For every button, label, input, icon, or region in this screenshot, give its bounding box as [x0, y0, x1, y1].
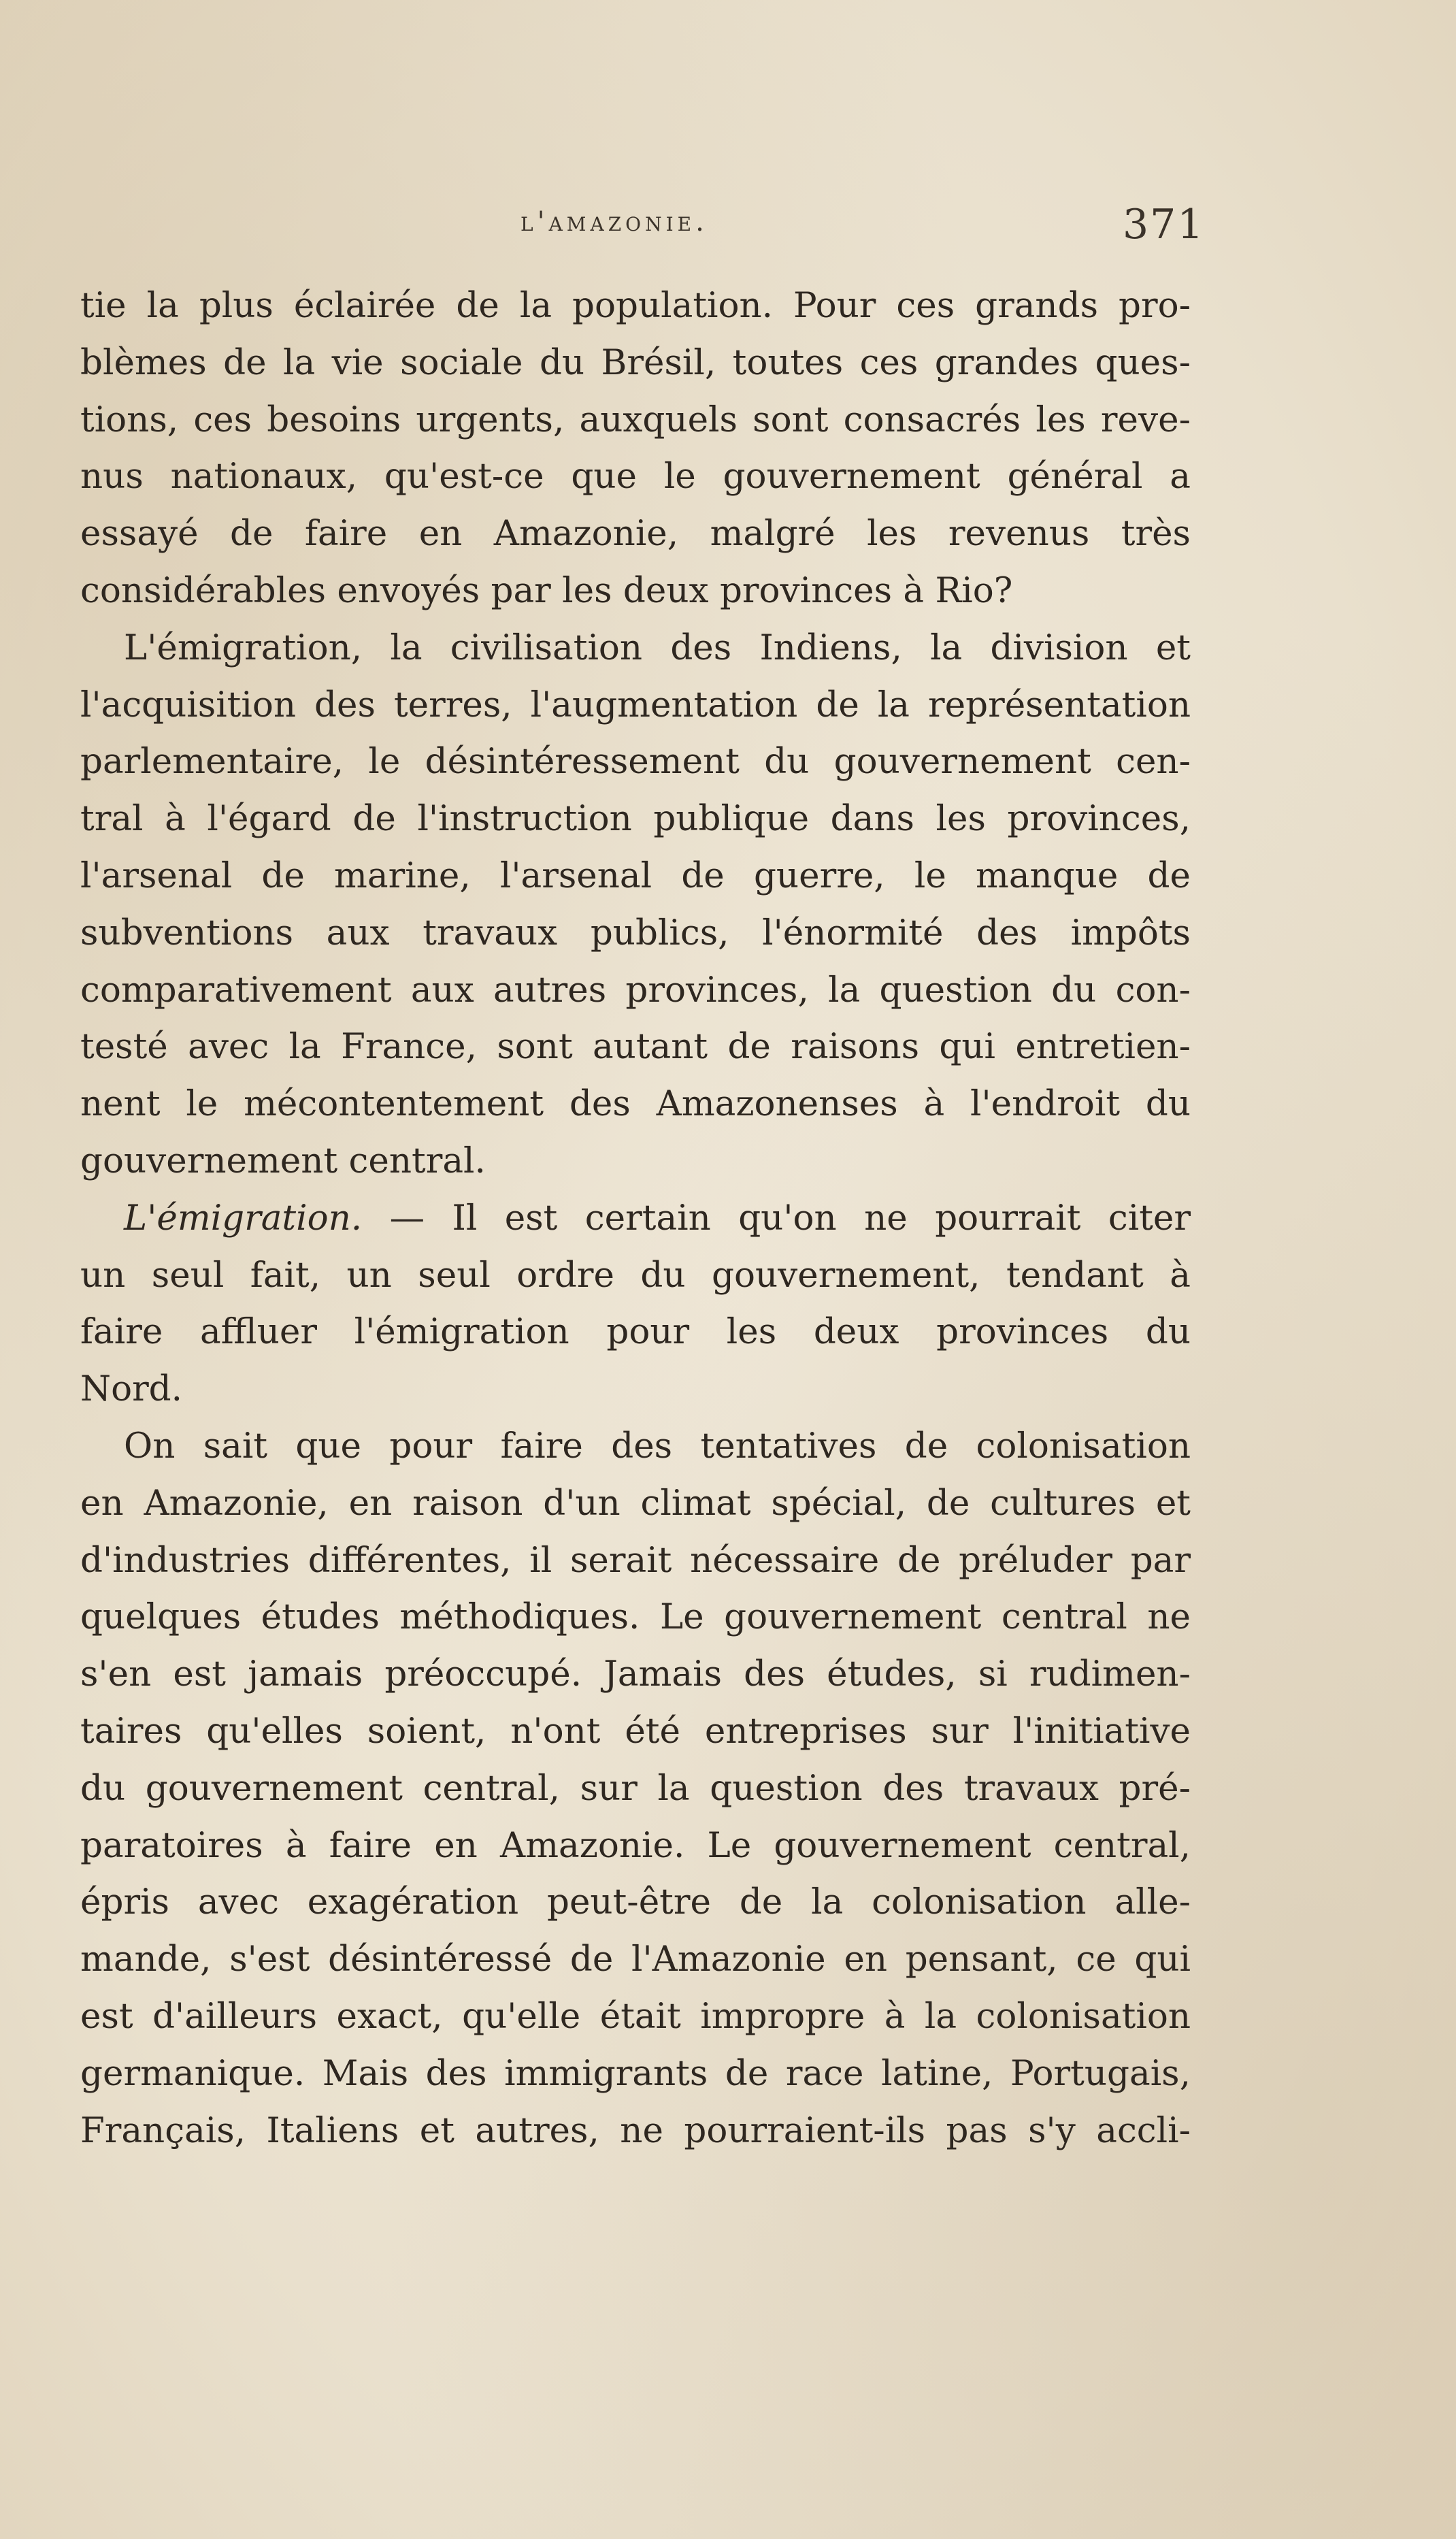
text-line: subventions aux travaux publics, l'énormité des impôts [80, 912, 1191, 953]
text-line: épris avec exagération peut-être de la colonisation alle- [80, 1882, 1191, 1923]
text-line: faire affluer l'émigration pour les deux provinces du [80, 1311, 1191, 1353]
text-line: parlementaire, le désintéressement du gouvernement cen- [80, 741, 1191, 783]
text-line: l'acquisition des terres, l'augmentation de la représentation [80, 684, 1191, 725]
text-line: germanique. Mais des immigrants de race latine, Portugais, [80, 2052, 1191, 2094]
running-title: l'amazonie. [520, 206, 708, 237]
text-line: du gouvernement central, sur la question des travaux pré- [80, 1767, 1191, 1809]
text-line: d'industries différentes, il serait nécessaire de préluder par [80, 1539, 1191, 1581]
text-line: tral à l'égard de l'instruction publique dans les provinces, [80, 798, 1191, 840]
text-line: paratoires à faire en Amazonie. Le gouvernement central, [80, 1824, 1191, 1866]
text-line: considérables envoyés par les deux provinces à Rio? [80, 570, 1013, 611]
text-line: un seul fait, un seul ordre du gouvernement, tendant à [80, 1254, 1191, 1296]
text-line: gouvernement central. [80, 1140, 486, 1181]
text-line: essayé de faire en Amazonie, malgré les revenus très [80, 513, 1191, 555]
text-line: comparativement aux autres provinces, la question du con- [80, 969, 1191, 1011]
text-line: mande, s'est désintéressé de l'Amazonie en pensant, ce qui [80, 1939, 1191, 1980]
text-line: taires qu'elles soient, n'ont été entreprises sur l'initiative [80, 1710, 1191, 1752]
text-line: tions, ces besoins urgents, auxquels sont consacrés les reve- [80, 399, 1191, 440]
text-line: On sait que pour faire des tentatives de colonisation [124, 1425, 1191, 1467]
text-line [80, 1190, 1191, 1247]
text-line: l'arsenal de marine, l'arsenal de guerre, le manque de [80, 855, 1191, 896]
text-line: est d'ailleurs exact, qu'elle était impropre à la colonisation [80, 1995, 1191, 2037]
text-line: blèmes de la vie sociale du Brésil, toutes ces grandes ques- [80, 342, 1191, 383]
text-line: nus nationaux, qu'est-ce que le gouvernement général a [80, 456, 1191, 497]
section-heading-emigration: L'émigration. [124, 1197, 363, 1239]
text-line: nent le mécontentement des Amazonenses à l'endroit du [80, 1083, 1191, 1125]
text-line: Français, Italiens et autres, ne pourraient-ils pas s'y accli- [80, 2110, 1191, 2151]
text-line: L'émigration, la civilisation des Indiens, la division et [124, 627, 1191, 668]
text-line: s'en est jamais préoccupé. Jamais des études, si rudimen- [80, 1654, 1191, 1695]
running-head [0, 201, 1456, 255]
text-line: testé avec la France, sont autant de raisons qui entretien- [80, 1026, 1191, 1068]
text-line: en Amazonie, en raison d'un climat spécial, de cultures et [80, 1482, 1191, 1524]
text-line: quelques études méthodiques. Le gouvernement central ne [80, 1596, 1191, 1638]
text-line: tie la plus éclairée de la population. Pour ces grands pro- [80, 285, 1191, 326]
text-line: Nord. [80, 1369, 183, 1410]
body-text [80, 278, 1191, 2159]
page-number: 371 [1123, 201, 1205, 248]
text-line-rest: — Il est certain qu'on ne pourrait citer [389, 1197, 1191, 1239]
